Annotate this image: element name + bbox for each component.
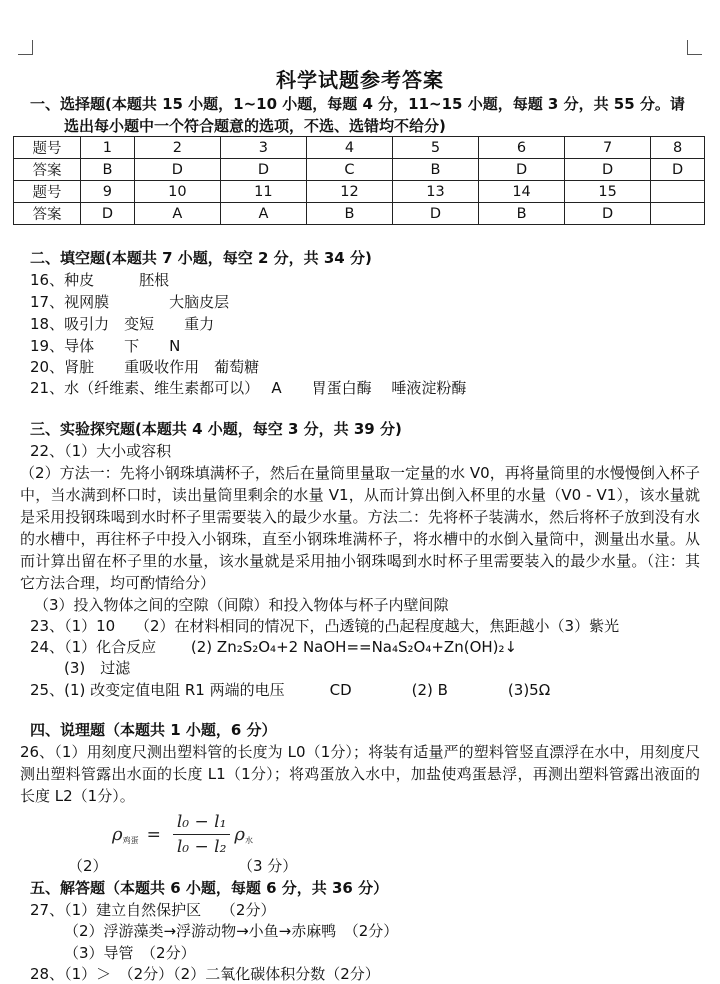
table-cell: D [565,159,651,181]
table-cell: 2 [134,137,220,159]
answer-20: 20、肾脏 重吸收作用 葡萄糖 [30,358,260,376]
table-row-answers-2 [14,203,705,225]
answer-26-1: 26、（1）用刻度尺测出塑料管的长度为 L0（1分）；将装有适量严的塑料管竖直漂浮在水中，用刻度尺测出塑料管露出水面的长度 L1（1分）；将鸡蛋放入水中，加盐使鸡蛋悬浮，再测出塑料管露出液面的长度 L2（1分）。 [20,743,700,805]
answer-22-1: 22、（1）大小或容积 [30,442,172,460]
table-cell [651,203,705,225]
table-cell: 10 [134,181,220,203]
section1-heading [30,93,685,137]
answer-26-2-score: （3 分） [238,857,298,875]
answer-17: 17、视网膜 大脑皮层 [30,293,230,311]
table-row-numbers-2 [14,181,705,203]
formula-equals: = [146,824,161,845]
section4-heading: 四、说理题（本题共 1 小题，6 分） [30,721,277,739]
table-cell: 15 [565,181,651,203]
answer-21: 21、水（纤维素、维生素都可以） A 胃蛋白酶 唾液淀粉酶 [30,379,467,397]
table-cell: 8 [651,137,705,159]
table-cell: 4 [306,137,392,159]
table-cell: C [306,159,392,181]
table-cell: 1 [81,137,135,159]
answer-27-1: 27、（1）建立自然保护区 （2分） [30,901,276,919]
table-cell: 14 [479,181,565,203]
table-cell-label: 答案 [14,159,81,181]
answer-27-3: （3）导管 （2分） [64,944,196,962]
table-cell: 11 [220,181,306,203]
table-cell: B [306,203,392,225]
table-cell: A [220,203,306,225]
page-title: 科学试题参考答案 [276,68,444,92]
table-cell-label: 答案 [14,203,81,225]
answer-28: 28、（1）＞ （2分）（2）二氧化碳体积分数（2分） [30,965,380,983]
answer-23: 23、（1）10 （2）在材料相同的情况下，凸透镜的凸起程度越大，焦距越小（3）紫光 [30,617,620,635]
answer-24-1: 24、（1）化合反应 (2) Zn₂S₂O₄+2 NaOH==Na₄S₂O₄+Zn(OH)₂↓ [30,638,518,656]
answer-27-2: （2）浮游藻类→浮游动物→小鱼→赤麻鸭 （2分） [64,922,399,940]
table-cell: 13 [392,181,478,203]
formula-rho-egg: $\rho_{鸡蛋}$ [112,823,139,845]
table-cell: 3 [220,137,306,159]
section2-heading: 二、填空题(本题共 7 小题，每空 2 分，共 34 分) [30,249,372,267]
table-cell: D [565,203,651,225]
table-cell: D [81,203,135,225]
answer-22-2: （2）方法一：先将小钢珠填满杯子，然后在量筒里量取一定量的水 V0，再将量筒里的水慢慢倒入杯子中，当水满到杯口时，读出量筒里剩余的水量 V1，从而计算出倒入杯里的水量（V0 - V1），该水量就是采用投钢珠喝到水时杯子里需要装入的最少水量。方法二：先将杯子装满水，然后将杯子放到没有水的水槽中，再往杯子中投入小钢珠，直至小钢珠堆满杯子，将水槽中的水倒入量筒中，测量出水量。从而计算出留在杯子里的水量，该水量就是采用抽小钢珠喝到水时杯子里需要装入的最少水量。（注：其它方法合理，均可酌情给分） [20,464,700,592]
answer-16: 16、种皮 胚根 [30,271,170,289]
table-cell: 5 [392,137,478,159]
table-cell: B [392,159,478,181]
table-cell: D [220,159,306,181]
table-cell: D [134,159,220,181]
table-cell: A [134,203,220,225]
formula-denominator: l₀ − l₂ [176,837,227,857]
answer-table [13,136,705,225]
table-cell: D [651,159,705,181]
table-cell [651,181,705,203]
section3-heading: 三、实验探究题(本题共 4 小题，每空 3 分，共 39 分) [30,420,402,438]
table-row-numbers-1 [14,137,705,159]
section1-heading-line2: 选出每小题中一个符合题意的选项，不选、选错均不给分) [64,117,446,135]
answer-26-2-label: （2） [68,857,108,875]
table-cell: B [479,203,565,225]
formula-rho-water: $\rho_水$ [234,823,253,845]
formula-fraction [173,812,231,857]
formula-numerator: l₀ − l₁ [173,812,231,835]
section1-heading-line1: 一、选择题(本题共 15 小题，1~10 小题，每题 4 分，11~15 小题，每题 3 分，共 55 分。请 [30,95,685,113]
table-cell: D [392,203,478,225]
density-formula [112,812,253,857]
table-cell: 6 [479,137,565,159]
answer-24-3: (3) 过滤 [64,659,131,677]
section5-heading: 五、解答题（本题共 6 小题，每题 6 分，共 36 分） [30,879,389,897]
table-cell: 12 [306,181,392,203]
answer-22-3: （3）投入物体之间的空隙（间隙）和投入物体与杯子内壁间隙 [34,596,449,614]
table-cell: 7 [565,137,651,159]
answer-25: 25、(1) 改变定值电阻 R1 两端的电压 CD (2) B (3)5Ω [30,681,551,699]
table-row-answers-1 [14,159,705,181]
crop-mark-top-right [687,40,702,55]
crop-mark-top-left [18,40,33,55]
table-cell: B [81,159,135,181]
table-cell-label: 题号 [14,137,81,159]
table-cell: 9 [81,181,135,203]
table-cell: D [479,159,565,181]
answer-19: 19、导体 下 N [30,337,181,355]
answer-18: 18、吸引力 变短 重力 [30,315,215,333]
table-cell-label: 题号 [14,181,81,203]
